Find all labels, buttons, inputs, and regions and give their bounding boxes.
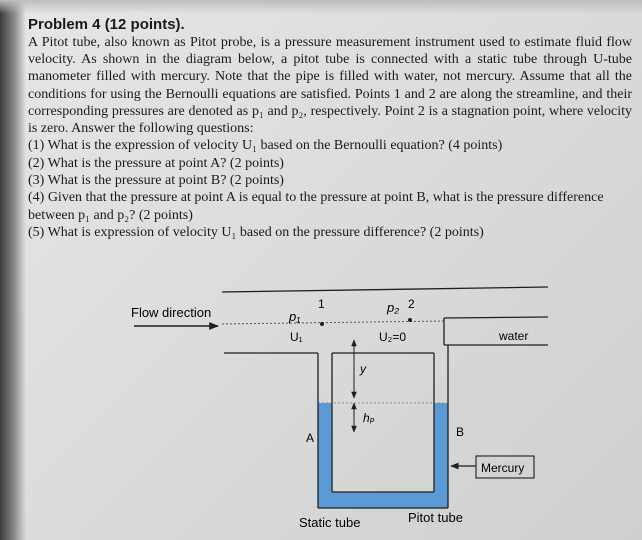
pitot-tip-top	[444, 317, 548, 318]
question-4: (4) Given that the pressure at point A is equal to the pressure at point B, what is the pressure difference between p₁ and p₂? (2 points)	[28, 190, 604, 223]
point-b-label: B	[456, 425, 465, 439]
point-2-number: 2	[408, 297, 415, 311]
mercury-bottom	[318, 492, 448, 508]
mercury-right-column	[434, 403, 448, 508]
mercury-label: Mercury	[481, 461, 525, 475]
problem-heading: Problem 4 (12 points).	[28, 16, 185, 33]
pitot-tube-label: Pitot tube	[408, 510, 463, 525]
question-1: (1) What is the expression of velocity U₁ based on the Bernoulli equation? (4 points)	[28, 138, 503, 154]
question-5: (5) What is expression of velocity U₁ based on the pressure difference? (2 points)	[28, 225, 484, 241]
question-3: (3) What is the pressure at point B? (2 points)	[28, 173, 284, 189]
point-a-label: A	[306, 431, 315, 445]
water-label: water	[499, 329, 529, 343]
p1-label: p₁	[289, 309, 301, 324]
point-2-marker	[408, 318, 412, 322]
problem-intro: A Pitot tube, also known as Pitot probe, is a pressure measurement instrument used to estimate fluid flow velocity. As shown in the diagram below, a pitot tube is connected with a static tube through U-tube manometer filled with mercury. Note that the pipe is filled with water, not mercury. Assume that all the conditions for using the Bernoulli equations are satisfied. Points 1 and 2 are along the streamline, and their corresponding pressures are denoted as p₁ and p₂, respectively. Point 2 is a stagnation point, where velocity is zero. Answer the following questions:	[28, 35, 632, 137]
u2-label: U₂=0	[379, 330, 407, 344]
hp-label: hₚ	[363, 411, 375, 425]
point-1-marker	[320, 322, 324, 326]
static-tube-label: Static tube	[299, 515, 361, 530]
question-2: (2) What is the pressure at point A? (2 points)	[28, 155, 284, 171]
p2-label: p₂	[387, 300, 400, 315]
y-label: y	[360, 362, 366, 376]
point-1-number: 1	[318, 297, 325, 311]
u1-label: U₁	[290, 330, 303, 344]
streamline	[222, 321, 445, 324]
flow-direction-label: Flow direction	[131, 305, 212, 320]
pipe-top-wall	[222, 287, 548, 292]
